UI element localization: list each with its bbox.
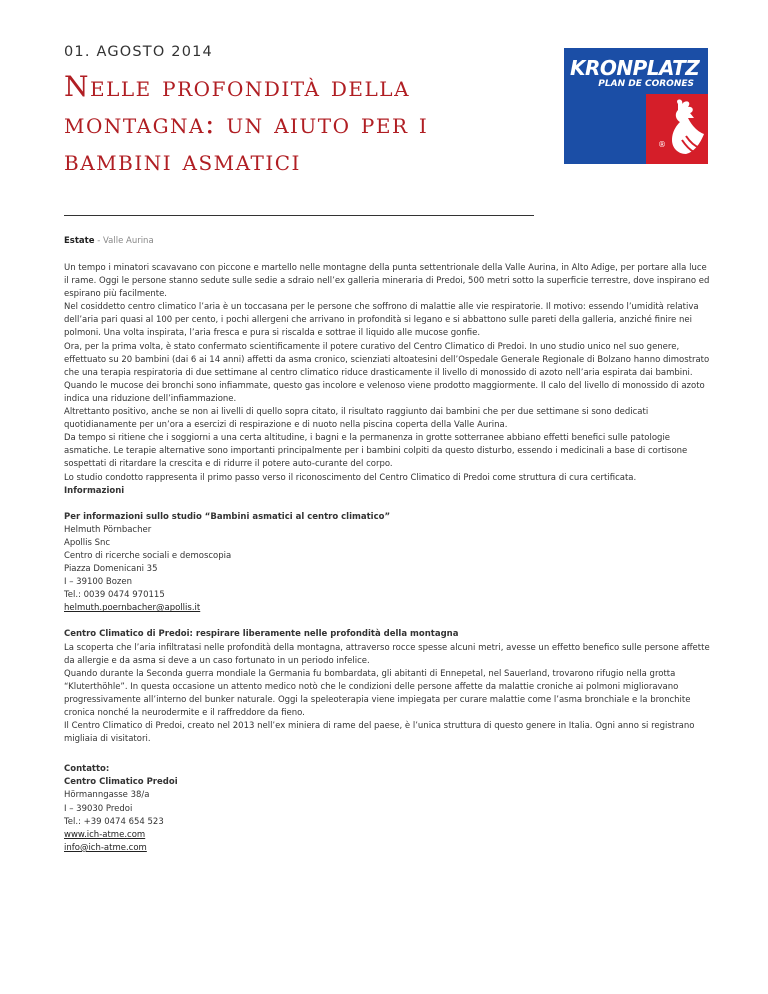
logo-subtitle: PLAN DE CORONES [598,79,694,89]
study-contact-line: Helmuth Pörnbacher [64,524,152,535]
category-secondary[interactable]: Valle Aurina [102,236,154,246]
study-contact-email-link[interactable]: helmuth.poernbacher@apollis.it [64,603,201,614]
contact-website-link[interactable]: www.ich-atme.com [64,829,146,840]
climatic-center-paragraph: La scoperta che l’aria infiltratasi nelle profondità della montagna, attraverso rocce spesse alcuni metri, avesse un effetto benefico sulle persone affette da allergie e da asma si deve a un caso fortunato in un periodo infelice. [64,642,710,666]
kronplatz-logo [564,48,708,164]
rooster-icon [664,96,708,162]
logo-brand: KRONPLATZ [570,56,700,80]
climatic-center-heading: Centro Climatico di Predoi: respirare liberamente nelle profondità della montagna [64,629,459,640]
study-contact-line: Piazza Domenicani 35 [64,564,158,575]
contact-section [64,763,714,855]
contact-line: Tel.: +39 0474 654 523 [64,816,164,827]
info-heading: Informazioni [64,485,125,496]
article-paragraph: Nel cosiddetto centro climatico l’aria è un toccasana per le persone che soffrono di malattie alle vie respiratorie. Il motivo: essendo l’umidità relativa dell’aria pari quasi al 100 per cento, i pochi allergeni che arrivano in profondità si legano e si abbattono sulle pareti della galleria, anziché finire nei polmoni. Una volta inspirata, l’aria fresca e pura si riscalda e sottrae il liquido alle mucose gonfie. [64,302,699,339]
study-contact [64,511,714,616]
climatic-center-paragraph: Quando durante la Seconda guerra mondiale la Germania fu bombardata, gli abitanti di Ennepetal, nel Sauerland, trovarono rifugio nella grotta “Kluterthöhle”. In questa occasione un attento medico notò che le condizioni delle persone affette da malattie croniche ai polmoni miglioravano progressivamente all’interno del bunker naturale. Oggi la speleoterapia viene impiegata per curare malattie come l’asma bronchiale e la bronchite cronica nonché la neurodermite e il raffreddore da fieno. [64,668,691,718]
study-contact-line: I – 39100 Bozen [64,577,133,588]
study-contact-heading: Per informazioni sullo studio “Bambini asmatici al centro climatico” [64,511,391,522]
registered-mark: ® [658,140,666,149]
climatic-center-paragraph: Il Centro Climatico di Predoi, creato nel 2013 nell’ex miniera di rame del paese, è l’unica struttura di questo genere in Italia. Ogni anno si registrano migliaia di visitatori. [64,721,695,745]
article-paragraph: Altrettanto positivo, anche se non ai livelli di quello sopra citato, il risultato raggiunto dai bambini che per due settimane si sono dedicati quotidianamente per un’ora a esercizi di respirazione e di nuoto nella piscina coperta della Valle Aurina. [64,407,649,431]
contact-email-link[interactable]: info@ich-atme.com [64,842,147,853]
article-title: Nelle profondità della montagna: un aiuto per i bambini asmatici [64,70,429,177]
study-contact-line: Tel.: 0039 0474 970115 [64,590,165,601]
contact-label: Contatto: [64,764,110,775]
study-contact-line: Apollis Snc [64,537,111,548]
article-paragraph: Da tempo si ritiene che i soggiorni a una certa altitudine, i bagni e la permanenza in grotte sotterranee abbiano effetti benefici sulle patologie asmatiche. Le terapie alternative sono importanti principalmente per i bambini colpiti da questo disturbo, essendo i medicinali a base di cortisone sospettati di ritardare la crescita e di ridurre il potere auto-curante del corpo. [64,433,688,470]
contact-line: I – 39030 Predoi [64,803,133,814]
article-paragraph: Ora, per la prima volta, è stato confermato scientificamente il potere curativo del Centro Climatico di Predoi. In uno studio unico nel suo genere, effettuato su 20 bambini (dai 6 ai 14 anni) affetti da asma cronico, scienziati altoatesini dell’Ospedale Generale Regionale di Bolzano hanno dimostrato che una terapia respiratoria di due settimane al centro climatico riduce drasticamente il livello di monossido di azoto nell’aria espirata dai bambini. Quando le mucose dei bronchi sono infiammate, questo gas incolore e velenoso viene prodotto maggiormente. Il calo del livello di monossido di azoto indica una riduzione dell’infiammazione. [64,341,710,404]
article-body [64,262,714,855]
study-contact-line: Centro di ricerche sociali e demoscopia [64,550,232,561]
category-separator: - [94,236,103,246]
category-primary[interactable]: Estate [64,236,95,246]
contact-name: Centro Climatico Predoi [64,777,178,788]
article-categories [64,236,154,246]
climatic-center-section [64,628,714,746]
title-divider [64,215,534,216]
article-paragraph: Un tempo i minatori scavavano con piccone e martello nelle montagne della punta settentrionale della Valle Aurina, in Alto Adige, per portare alla luce il rame. Oggi le persone stanno sedute sulle sedie a sdraio nell’ex galleria mineraria di Predoi, 500 metri sotto la superficie terrestre, dove inspirano ed espirano più facilmente. [64,263,710,300]
article-paragraph: Lo studio condotto rappresenta il primo passo verso il riconoscimento del Centro Climatico di Predoi come struttura di cura certificata. [64,472,637,483]
contact-line: Hörmanngasse 38/a [64,790,150,801]
article-date: 01. AGOSTO 2014 [64,44,213,60]
